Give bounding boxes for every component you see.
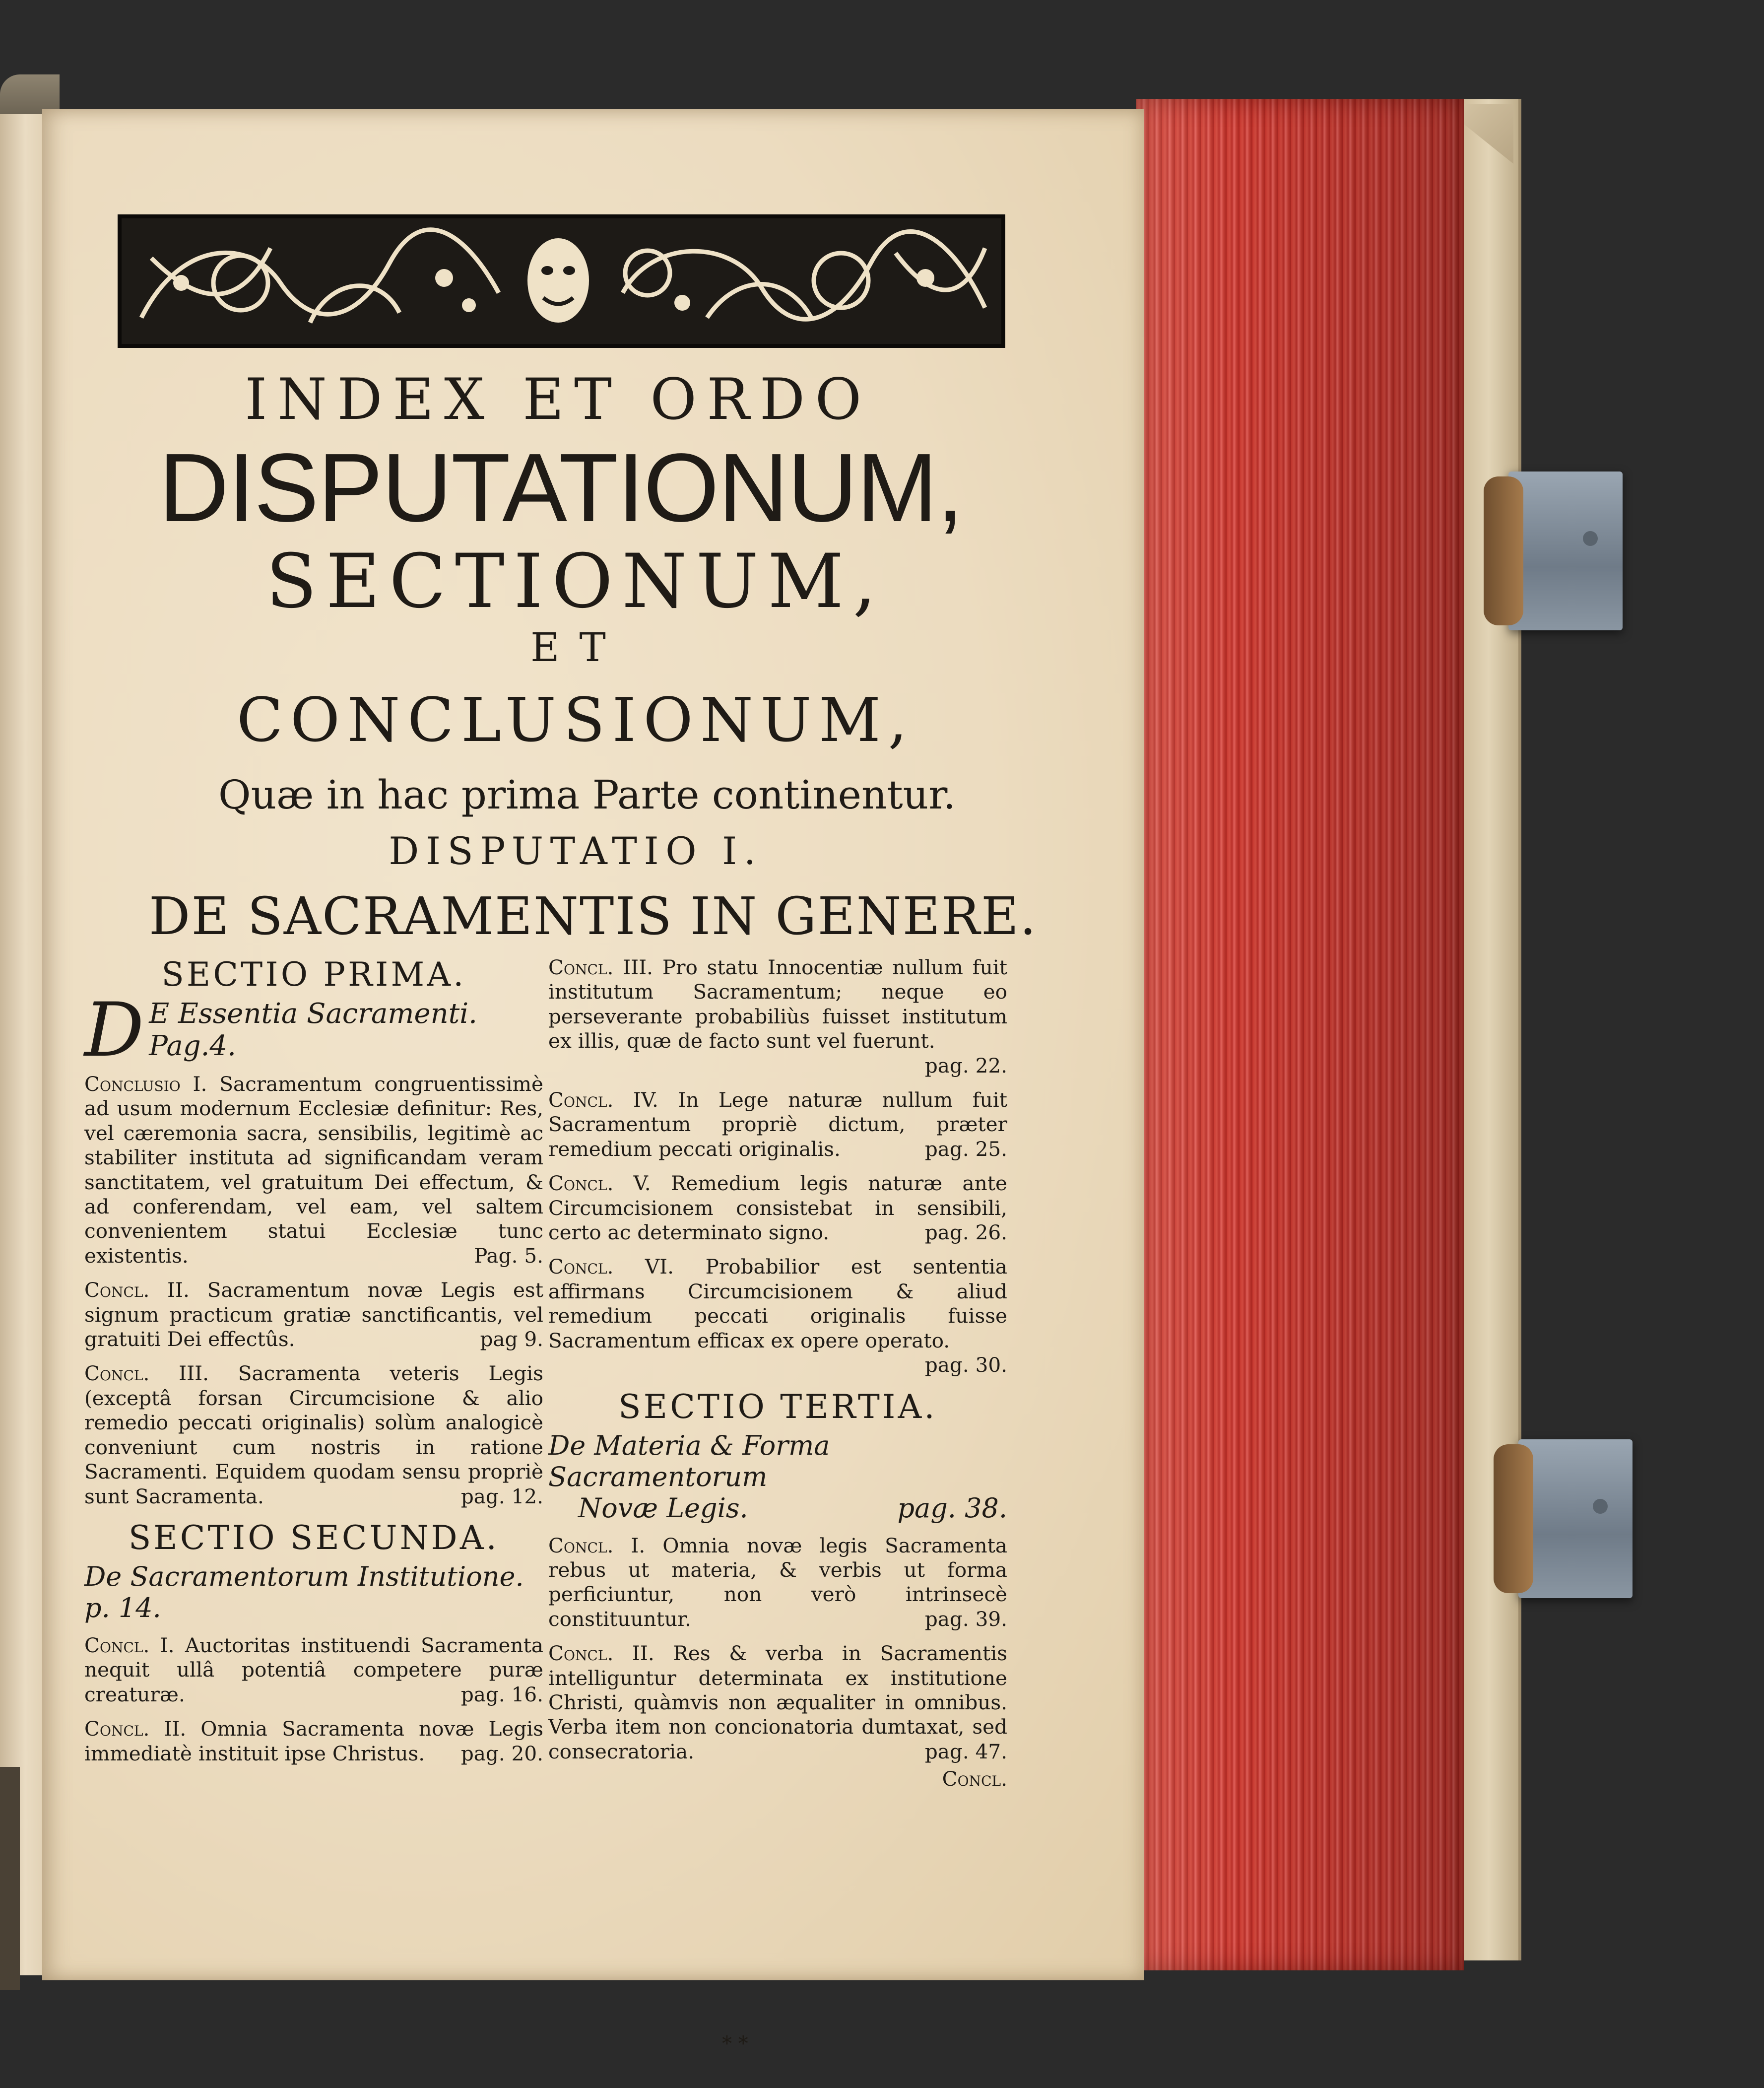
left-column <box>84 955 543 1776</box>
conclusion-label: Conclusio I. <box>84 1072 207 1096</box>
title-disputationum: DISPUTATIONUM, <box>158 433 963 542</box>
conclusion-item <box>548 1088 1007 1161</box>
conclusion-item <box>548 1534 1007 1632</box>
catchword <box>548 1767 1007 1791</box>
conclusion-item <box>84 1361 543 1508</box>
conclusion-label: Concl. II. <box>84 1278 190 1302</box>
conclusion-page: pag. 16. <box>460 1682 543 1706</box>
conclusion-label: Concl. VI. <box>548 1255 674 1279</box>
section-subtitle-prima <box>84 987 543 1074</box>
right-column <box>548 955 1007 1792</box>
conclusion-page: pag 9. <box>480 1327 543 1351</box>
conclusion-text: Sacramenta veteris Legis (exceptâ forsan Circumcisione & alio remedio peccati originalis) solùm analogicè conveniunt cum nostris in ratione Sacramenti. Equidem quodam sensu propriè sunt Sacramenta. <box>84 1361 543 1508</box>
woodcut-headpiece <box>118 214 1005 348</box>
conclusion-page: pag. 22. <box>924 1053 1007 1078</box>
conclusion-label: Concl. I. <box>84 1633 175 1657</box>
conclusion-text: Pro statu Innocentiæ nullum fuit institutum Sacramentum; neque eo perseverante probabiliùs fuisset institutum ex illis, quæ de facto sunt vel fuerunt. <box>548 955 1008 1053</box>
conclusion-item <box>84 1278 543 1351</box>
title-sectionum: SECTIONUM, <box>265 539 886 625</box>
clasp-lower <box>1518 1439 1633 1598</box>
section-subtitle-tertia-page: pag. 38. <box>897 1492 1007 1524</box>
conclusion-page: pag. 20. <box>460 1741 543 1765</box>
conclusion-item <box>84 1072 543 1268</box>
show-through <box>1015 347 1114 1092</box>
conclusion-page: pag. 26. <box>924 1220 1007 1245</box>
section-subtitle-tertia-2 <box>548 1492 1007 1524</box>
conclusion-label: Concl. III. <box>84 1361 209 1386</box>
conclusion-page: pag. 25. <box>924 1137 1007 1161</box>
title-index-et-ordo: INDEX ET ORDO <box>245 366 872 432</box>
conclusion-text: Sacramentum congruentissimè ad usum modernum Ecclesiæ definitur: Res, vel cæremonia sacra, sensibilis, legitimè ac stabiliter instituta ad significandam veram sanctitatem, vel gratuitum Dei effectum, & ad conferendam, vel eam, vel saltem convenientem statui Ecclesiæ tunc existentis. <box>84 1072 543 1268</box>
conclusion-item <box>548 955 1007 1078</box>
disputatio-title: DE SACRAMENTIS IN GENERE. <box>149 886 1038 946</box>
conclusion-item <box>84 1633 543 1707</box>
conclusion-page: pag. 47. <box>924 1739 1007 1763</box>
conclusion-label: Concl. II. <box>84 1717 187 1741</box>
conclusion-text: Omnia novæ legis Sacramenta rebus ut materia, & verbis ut forma perficiuntur, non verò intrinsecè constituuntur. <box>548 1533 1007 1631</box>
ornament-scroll-icon <box>122 218 1001 344</box>
conclusion-item <box>84 1717 543 1766</box>
left-cover-edge <box>0 1767 20 1990</box>
section-heading-tertia: SECTIO TERTIA. <box>618 1387 937 1426</box>
left-page-edge <box>0 114 44 1975</box>
conclusion-item <box>548 1171 1007 1245</box>
title-subtitle: Quæ in hac prima Parte continentur. <box>218 772 956 818</box>
conclusion-item <box>548 1641 1007 1764</box>
section-subtitle-text: E Essentia Sacramenti. Pag.4. <box>149 998 477 1062</box>
title-et: ET <box>530 624 626 671</box>
section-heading-prima: SECTIO PRIMA. <box>161 955 466 994</box>
conclusion-label: Concl. III. <box>548 955 653 979</box>
section-subtitle-secunda: De Sacramentorum Institutione. p. 14. <box>84 1560 524 1623</box>
conclusion-item <box>548 1255 1007 1377</box>
conclusion-label: Concl. I. <box>548 1533 646 1557</box>
book-cover <box>1459 99 1521 1960</box>
conclusion-page: Pag. 5. <box>474 1243 543 1268</box>
conclusion-page: pag. 39. <box>924 1607 1007 1631</box>
signature-mark: * * <box>722 2032 748 2055</box>
section-subtitle-tertia-text: Novæ Legis. <box>578 1492 748 1524</box>
clasp-upper <box>1508 471 1623 630</box>
section-heading-secunda: SECTIO SECUNDA. <box>128 1518 500 1557</box>
conclusion-label: Concl. II. <box>548 1641 654 1666</box>
red-page-edges <box>1136 99 1464 1970</box>
title-conclusionum: CONCLUSIONUM, <box>237 685 915 755</box>
disputatio-heading: DISPUTATIO I. <box>389 829 763 873</box>
conclusion-page: pag. 30. <box>924 1353 1007 1377</box>
conclusion-label: Concl. V. <box>548 1171 651 1196</box>
conclusion-text: Sacramentum novæ Legis est signum practicum gratiæ sanctificantis, vel gratuiti Dei effectûs. <box>84 1278 543 1351</box>
drop-cap: D <box>84 987 144 1074</box>
conclusion-label: Concl. IV. <box>548 1088 658 1112</box>
conclusion-text: Auctoritas instituendi Sacramenta nequit ullâ potentiâ competere puræ creaturæ. <box>84 1633 543 1706</box>
conclusion-page: pag. 12. <box>460 1484 543 1508</box>
conclusion-text: Probabilior est sententia affirmans Circumcisionem & aliud remedium peccati originalis fuisse Sacramentum efficax ex opere operato. <box>548 1255 1008 1352</box>
catchword-text: Concl. <box>942 1767 1007 1791</box>
conclusion-text: Remedium legis naturæ ante Circumcisionem consistebat in sensibili, certo ac determinato signo. <box>548 1171 1007 1245</box>
conclusion-text: Res & verba in Sacramentis intelliguntur determinata ex institutione Christi, quàmvis non æqualiter in omnibus. Verba item non concionatoria dumtaxat, sed consecratoria. <box>548 1641 1007 1763</box>
section-subtitle-tertia: De Materia & Forma Sacramentorum <box>548 1429 830 1492</box>
conclusion-text: Omnia Sacramenta novæ Legis immediatè instituit ipse Christus. <box>84 1717 544 1765</box>
conclusion-text: In Lege naturæ nullum fuit Sacramentum propriè dictum, præter remedium peccati originalis. <box>548 1088 1007 1161</box>
